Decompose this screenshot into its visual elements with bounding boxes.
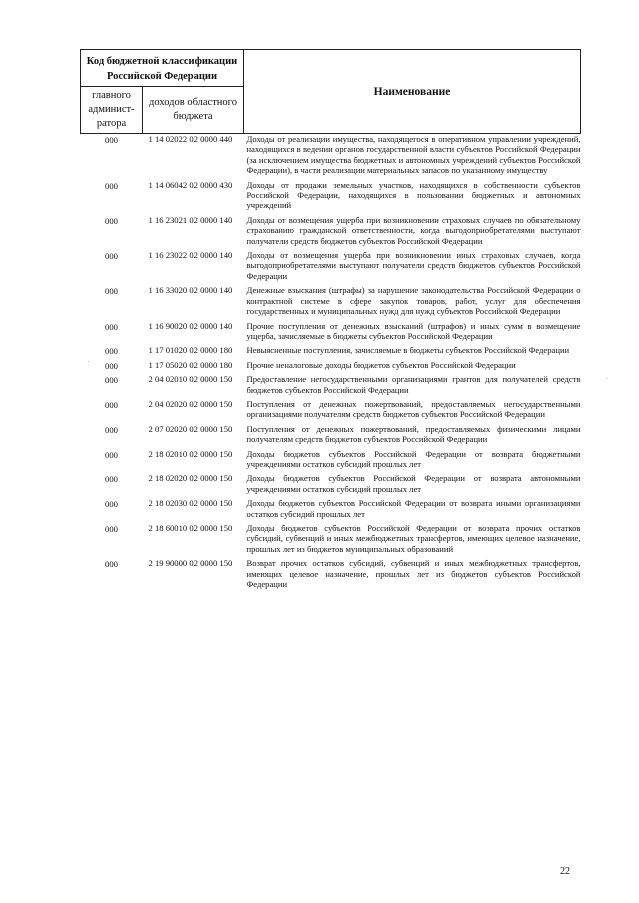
cell-administrator-code: 000 bbox=[105, 360, 118, 371]
table-row bbox=[81, 523, 581, 558]
cell-income-name: Доходы бюджетов субъектов Российской Федерации от возврата иными организациями остатков субсидий прошлых лет bbox=[246, 498, 581, 519]
table-row bbox=[81, 345, 581, 359]
cell-administrator-code: 000 bbox=[105, 180, 118, 191]
table-row bbox=[81, 374, 581, 399]
scan-mark: . bbox=[88, 358, 90, 364]
table-row bbox=[81, 558, 581, 593]
cell-income-code: 2 18 60010 02 0000 150 bbox=[148, 523, 233, 533]
scan-mark: . bbox=[606, 375, 608, 381]
cell-administrator-code: 000 bbox=[105, 559, 118, 570]
header-main-administrator: главного админист-ратора bbox=[81, 87, 143, 134]
cell-income-name: Прочие неналоговые доходы бюджетов субъектов Российской Федерации bbox=[246, 359, 516, 370]
cell-income-name: Доходы от возмещения ущерба при возникновении иных страховых случаев, когда выгодоприобретателями выступают получатели средств бюджетов субъектов Российской Федерации bbox=[246, 250, 581, 281]
cell-income-name: Доходы от продажи земельных участков, находящихся в собственности субъектов Российской Федерации, находящихся в пользовании бюджетных и автономных учреждений bbox=[246, 179, 581, 211]
cell-income-code: 2 19 90000 02 0000 150 bbox=[148, 558, 233, 569]
cell-income-name: Доходы бюджетов субъектов Российской Федерации от возврата прочих остатков субсидий, субвенций и иных межбюджетных трансфертов, имеющих целевое назначение, прошлых лет из бюджетов муниципальных образований bbox=[246, 523, 581, 554]
table-row bbox=[81, 321, 581, 346]
cell-administrator-code: 000 bbox=[105, 474, 118, 485]
header-budget-classification-code: Код бюджетной классификации Российской Федерации bbox=[81, 50, 244, 87]
cell-income-name: Доходы от возмещения ущерба при возникновении страховых случаев по обязательному страхованию гражданской ответственности, когда выгодоприобретателями выступают получатели средств бюджетов субъектов Российской Федерации bbox=[246, 214, 581, 246]
table-row bbox=[81, 399, 581, 424]
cell-administrator-code: 000 bbox=[105, 321, 118, 332]
cell-income-name: Доходы бюджетов субъектов Российской Федерации от возврата автономными учреждениями остатков субсидий прошлых лет bbox=[246, 473, 581, 494]
table-row bbox=[81, 424, 581, 449]
cell-administrator-code: 000 bbox=[105, 135, 118, 145]
cell-income-code: 1 16 23021 02 0000 140 bbox=[148, 214, 233, 225]
cell-administrator-code: 000 bbox=[105, 286, 118, 297]
cell-income-name: Поступления от денежных пожертвований, предоставляемых негосударственными организациями получателям средств бюджетов субъектов Российской Федерации bbox=[246, 398, 581, 420]
cell-income-name: Денежные взыскания (штрафы) за нарушение законодательства Российской Федерации о контрактной системе в сфере закупок товаров, работ, услуг для обеспечения государственных и муниципальных нужд для нужд субъектов Российской Федерации bbox=[246, 285, 581, 317]
page-number: 22 bbox=[560, 866, 570, 877]
header-name: Наименование bbox=[244, 50, 581, 134]
cell-income-code: 2 18 02030 02 0000 150 bbox=[148, 498, 233, 509]
table-row bbox=[81, 180, 581, 215]
cell-income-code: 1 16 90020 02 0000 140 bbox=[148, 320, 233, 331]
cell-administrator-code: 000 bbox=[105, 499, 118, 510]
cell-income-code: 1 17 05020 02 0000 180 bbox=[148, 359, 233, 370]
cell-income-name: Прочие поступления от денежных взысканий (штрафов) и иных сумм в возмещение ущерба, зачисляемые в бюджеты субъектов Российской Федерации bbox=[246, 320, 581, 341]
cell-administrator-code: 000 bbox=[105, 524, 118, 534]
cell-income-code: 2 04 02010 02 0000 150 bbox=[148, 374, 233, 385]
header-regional-budget-income: доходов областного бюджета bbox=[143, 87, 244, 134]
cell-administrator-code: 000 bbox=[105, 346, 118, 357]
table-row bbox=[81, 134, 581, 180]
cell-income-code: 2 18 02020 02 0000 150 bbox=[148, 473, 233, 484]
table-row bbox=[81, 498, 581, 523]
cell-income-code: 2 18 02010 02 0000 150 bbox=[148, 448, 233, 459]
table-row bbox=[81, 473, 581, 498]
cell-administrator-code: 000 bbox=[105, 449, 118, 460]
cell-income-code: 1 14 06042 02 0000 430 bbox=[148, 179, 233, 190]
cell-income-name: Невыясненные поступления, зачисляемые в бюджеты субъектов Российской Федерации bbox=[246, 345, 570, 356]
table-row bbox=[81, 250, 581, 285]
table-row bbox=[81, 215, 581, 250]
cell-income-name: Предоставление негосударственными организациями грантов для получателей средств бюджетов субъектов Российской Федерации bbox=[246, 374, 581, 395]
table-row bbox=[81, 449, 581, 474]
budget-classification-table bbox=[80, 49, 581, 593]
cell-income-name: Доходы от реализации имущества, находящегося в оперативном управлении учреждений, находящихся в ведении органов государственной власти субъектов Российской Федерации (за исключением имущества бюджетных и автономных учреждений субъектов Российской Федерации), в части реализации материальных запасов по указанному имуществу bbox=[246, 134, 581, 176]
cell-administrator-code: 000 bbox=[105, 399, 118, 410]
cell-income-code: 1 17 01020 02 0000 180 bbox=[148, 345, 233, 356]
cell-income-code: 1 16 23022 02 0000 140 bbox=[148, 250, 233, 261]
cell-income-code: 2 07 02020 02 0000 150 bbox=[148, 423, 233, 434]
table-row bbox=[81, 285, 581, 320]
cell-income-code: 2 04 02020 02 0000 150 bbox=[148, 398, 233, 409]
table-header-row bbox=[81, 50, 581, 87]
cell-administrator-code: 000 bbox=[105, 375, 118, 386]
table-row bbox=[81, 360, 581, 374]
cell-administrator-code: 000 bbox=[105, 424, 118, 435]
cell-income-name: Поступления от денежных пожертвований, предоставляемых физическими лицами получателям средств бюджетов субъектов Российской Федерации bbox=[246, 423, 581, 445]
cell-income-code: 1 16 33020 02 0000 140 bbox=[148, 285, 233, 296]
cell-administrator-code: 000 bbox=[105, 251, 118, 262]
cell-income-code: 1 14 02022 02 0000 440 bbox=[148, 134, 233, 144]
cell-income-name: Доходы бюджетов субъектов Российской Федерации от возврата бюджетными учреждениями остатков субсидий прошлых лет bbox=[246, 448, 581, 469]
cell-income-name: Возврат прочих остатков субсидий, субвенций и иных межбюджетных трансфертов, имеющих целевое назначение, прошлых лет из бюджетов субъектов Российской Федерации bbox=[246, 558, 581, 590]
cell-administrator-code: 000 bbox=[105, 215, 118, 226]
